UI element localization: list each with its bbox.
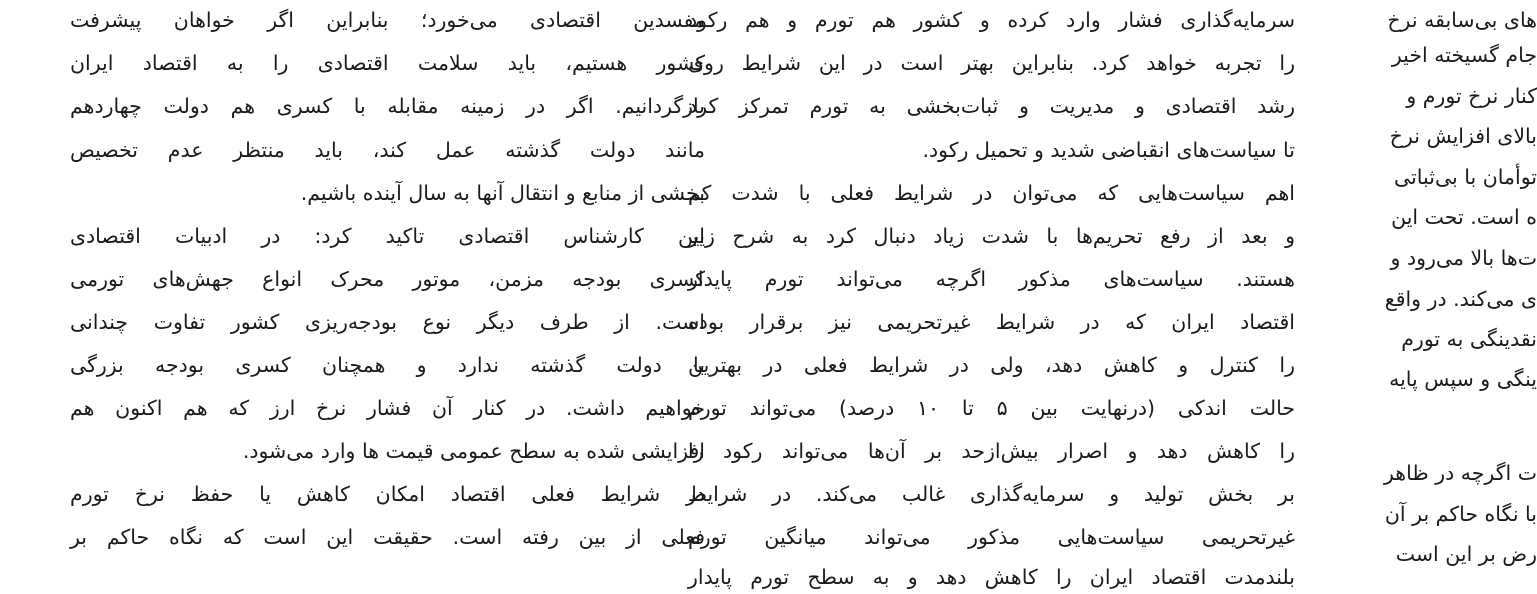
text-line: رض بر این است	[1395, 542, 1537, 566]
text-line: توأمان با بی‌ثباتی	[1394, 165, 1537, 189]
text-line: را تجربه خواهد کرد. بنابراین بهتر است در این شرایط روی	[688, 51, 1295, 75]
text-line: کنار نرخ تورم و	[1406, 84, 1537, 108]
text-line: فعلی از بین رفته است. حقیقت این است که نگاه حاکم بر	[70, 525, 705, 549]
text-line: ی می‌کند. در واقع	[1384, 287, 1537, 311]
text-line: ت‌ها بالا می‌رود و	[1390, 246, 1537, 270]
text-line: ینگی و سپس پایه	[1389, 367, 1537, 391]
article-column-left	[70, 0, 705, 569]
text-line: است. از طرف دیگر نوع بودجه‌ریزی کشور تفاوت چندانی	[70, 310, 705, 334]
text-line: بالای افزایش نرخ	[1389, 124, 1537, 148]
text-line: اقتصاد ایران که در شرایط غیرتحریمی نیز برقرار بوده	[688, 310, 1295, 334]
text-line: با نگاه حاکم بر آن	[1384, 502, 1537, 526]
text-line: حالت اندکی (درنهایت بین ۵ تا ۱۰ درصد) می‌تواند تورم	[688, 396, 1295, 420]
text-line: سرمایه‌گذاری فشار وارد کرده و کشور هم تورم و هم رکود	[688, 8, 1295, 32]
text-line: خواهیم داشت. در کنار آن فشار نرخ ارز که هم اکنون هم	[70, 396, 705, 420]
text-line: مفسدین اقتصادی می‌خورد؛ بنابراین اگر خواهان پیشرفت	[70, 8, 705, 32]
text-line: ه است. تحت این	[1391, 205, 1537, 229]
text-line: کسری بودجه مزمن، موتور محرک انواع جهش‌های تورمی	[70, 267, 705, 291]
article-column-middle	[688, 0, 1295, 589]
text-line: جام گسیخته اخیر	[1391, 43, 1537, 67]
text-line: بخشی از منابع و انتقال آنها به سال آینده باشیم.	[300, 181, 705, 205]
text-line: افزایشی شده به سطح عمومی قیمت ها وارد می‌شود.	[242, 439, 705, 463]
text-line: بلندمدت اقتصاد ایران را کاهش دهد و به سطح تورم پایدار	[688, 565, 1295, 589]
text-line: را کنترل و کاهش دهد، ولی در شرایط فعلی در بهترین	[688, 353, 1295, 377]
text-line: بر بخش تولید و سرمایه‌گذاری غالب می‌کند. در شرایط	[688, 482, 1295, 506]
article-column-right	[1295, 0, 1537, 569]
text-line: بازگردانیم. اگر در زمینه مقابله با کسری هم دولت چهاردهم	[70, 94, 705, 118]
text-line: هستند. سیاست‌های مذکور اگرچه می‌تواند تورم پایدار	[688, 267, 1295, 291]
text-line: در شرایط فعلی اقتصاد امکان کاهش یا حفظ نرخ تورم	[70, 482, 705, 506]
text-line: با دولت گذشته ندارد و همچنان کسری بودجه بزرگی	[70, 353, 705, 377]
text-line: مانند دولت گذشته عمل کند، باید منتظر عدم تخصیص	[70, 138, 705, 162]
text-line: این کارشناس اقتصادی تاکید کرد: در ادبیات اقتصادی	[70, 224, 705, 248]
text-line: کشور هستیم، باید سلامت اقتصادی را به اقتصاد ایران	[70, 51, 705, 75]
text-line: و بعد از رفع تحریم‌ها با شدت زیاد دنبال کرد به شرح زیر	[688, 224, 1295, 248]
text-line: ت اگرچه در ظاهر	[1384, 461, 1537, 485]
text-line: اهم سیاست‌هایی که می‌توان در شرایط فعلی با شدت کم	[688, 181, 1295, 205]
text-line: رشد اقتصادی و مدیریت و ثبات‌بخشی به تورم تمرکز کرد	[688, 94, 1295, 118]
text-line: نقدینگی به تورم	[1401, 327, 1537, 351]
text-line: های بی‌سابقه نرخ	[1387, 8, 1537, 32]
text-line: را کاهش دهد و اصرار بیش‌ازحد بر آن‌ها می‌تواند رکود را	[688, 439, 1295, 463]
text-line: تا سیاست‌های انقباضی شدید و تحمیل رکود.	[922, 138, 1295, 162]
text-line: غیرتحریمی سیاست‌هایی مذکور می‌تواند میانگین تورم	[688, 525, 1295, 549]
